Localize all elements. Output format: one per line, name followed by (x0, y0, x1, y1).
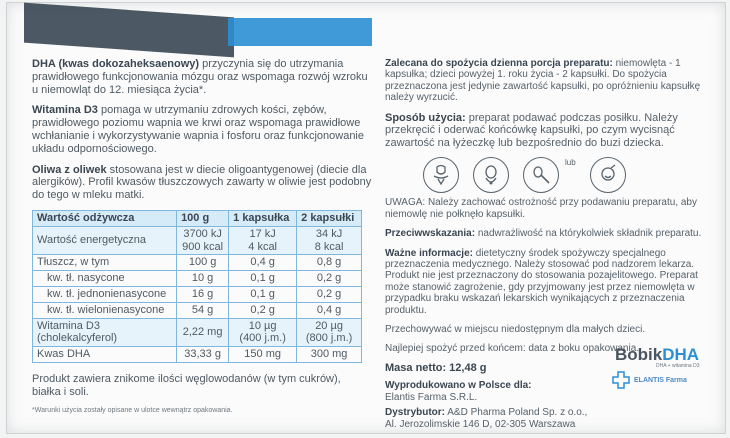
nutrient-value-cell: 33,33 g (177, 347, 229, 363)
nutrient-value-cell: 0,1 g (229, 271, 297, 287)
header-nutrient: Wartość odżywcza (33, 210, 177, 226)
nutrient-value-cell: 16 g (177, 286, 229, 302)
nutrient-value-cell: 0,2 g (297, 286, 362, 302)
olive-oil-paragraph: Oliwa z oliwek stosowana jest w diecie oligoantygenowej (diecie dla alergików). Profil kwasów tłuszczowych zawarty w oliwie jest podobny do tego w mleku matki. (32, 163, 372, 202)
nutrient-value-cell: 0,1 g (229, 286, 297, 302)
daily-portion-paragraph: Zalecana do spożycia dzienna porcja preparatu: niemowlęta - 1 kapsułka; dzieci powyżej 1. roku życia - 2 kapsułki. Do spożycia przeznaczona jest jedynie zawartość kapsułki, po opróżnieniu kapsułkę należy wyrzucić. (385, 58, 701, 104)
usage-paragraph: Sposób użycia: preparat podawać podczas posiłku. Należy przekręcić i oderwać końcówkę kapsułki, po czym wycisnąć zawartość na łyżeczkę lub bezpośrednio do buzi dziecka. (385, 111, 678, 149)
nutrient-value-cell: 10 g (177, 271, 229, 287)
important-info-paragraph: Ważne informacje: dietetyczny środek spożywczy specjalnego przeznaczenia medycznego. Należy stosować pod nadzorem lekarza. Produkt nie jest przeznaczony do stosowania pozajelitowego. Preparat może stanowić zagrożenie, gdy przyjmowany jest przez niemowlęta w przypadku braku wskazań lekarskich wynikających z przeznaczenia produktu. (385, 247, 698, 316)
vitamin-d-paragraph: Witamina D3 pomaga w utrzymaniu zdrowych kości, zębów, prawidłowego poziomu wapnia we krwi oraz wspomaga prawidłowe wchłanianie i wykorzystywanie wapnia i fosforu oraz funkcjonowanie układu odpornościowego. (32, 104, 364, 155)
brand-subtitle: DHA + witamina D3 (656, 363, 700, 369)
left-column (32, 58, 372, 425)
net-mass: Masa netto: 12,48 g (385, 361, 487, 374)
nutrient-name-cell: Kwas DHA (33, 347, 177, 363)
distributor-paragraph: Dystrybutor: A&D Pharma Poland Sp. z o.o., Al. Jerozolimskie 146 D, 02-305 Warszawa (385, 407, 588, 430)
table-header-row (33, 210, 362, 226)
table-row (33, 318, 362, 347)
nutrient-value-cell: 0,2 g (229, 302, 297, 318)
nutrient-value-cell: 0,2 g (297, 271, 362, 287)
nutrient-value-cell: 0,4 g (229, 255, 297, 271)
table-row (33, 226, 362, 255)
manufacturer-paragraph: Wyprodukowano w Polsce dla: Elantis Farma S.R.L. (385, 380, 532, 403)
dha-paragraph: DHA (kwas dokozaheksaenowy) przyczynia się do utrzymania prawidłowego funkcjonowania mózgu oraz wspomaga rozwój wzroku u niemowląt do 12. miesiąca życia*. (32, 58, 368, 96)
warning-paragraph: UWAGA: Należy zachować ostrożność przy podawaniu preparatu, aby niemowlę nie połknęło kapsułki. (385, 197, 697, 220)
nutrient-value-cell: 17 kJ 4 kcal (229, 226, 297, 255)
footnote-carbs: Produkt zawiera znikome ilości węglowodanów (w tym cukrów), białka i soli. (32, 372, 341, 398)
nutrient-name-cell: Tłuszcz, w tym (33, 255, 177, 271)
footnote-warunki: *Warunki użycia zostały opisane w ulotce wewnątrz opakowania. (32, 406, 233, 414)
nutrient-name-cell: Witamina D3 (cholekalcyferol) (33, 318, 177, 347)
nutrient-value-cell: 300 mg (297, 347, 362, 363)
table-row (33, 302, 362, 318)
nutrient-name-cell: kw. tł. jednonienasycone (33, 286, 177, 302)
nutrition-table (32, 210, 362, 363)
elantis-cross-icon (612, 371, 630, 389)
table-row (33, 347, 362, 363)
nutrient-value-cell: 20 µg (800 j.m.) (297, 318, 362, 347)
or-label: lub (565, 158, 576, 168)
nutrient-value-cell: 54 g (177, 302, 229, 318)
header-2-capsules: 2 kapsułki (297, 210, 362, 226)
nutrient-value-cell: 10 µg (400 j.m.) (229, 318, 297, 347)
table-row (33, 286, 362, 302)
nutrient-value-cell: 0,8 g (297, 255, 362, 271)
nutrient-value-cell: 150 mg (229, 347, 297, 363)
twist-capsule-icon (423, 157, 459, 193)
nutrient-value-cell: 34 kJ 8 kcal (297, 226, 362, 255)
contraindications-paragraph: Przeciwwskazania: nadwrażliwość na którykolwiek składnik preparatu. (385, 228, 702, 240)
nutrient-name-cell: kw. tł. wielonienasycone (33, 302, 177, 318)
brand-logo: BobikDHA (615, 345, 700, 364)
storage-text: Przechowywać w miejscu niedostępnym dla małych dzieci. (385, 324, 646, 336)
squeeze-capsule-icon (473, 157, 509, 193)
nutrient-value-cell: 3700 kJ 900 kcal (177, 226, 229, 255)
usage-icons (423, 157, 705, 193)
elantis-logo: ELANTIS Farma (634, 377, 687, 384)
header-100g: 100 g (177, 210, 229, 226)
table-row (33, 271, 362, 287)
best-before-text: Najlepiej spożyć przed końcem: data z boku opakowania. (385, 343, 640, 355)
table-row (33, 255, 362, 271)
nutrient-value-cell: 100 g (177, 255, 229, 271)
nutrient-value-cell: 0,4 g (297, 302, 362, 318)
box-flap-blue (228, 18, 372, 46)
header-1-capsule: 1 kapsułka (229, 210, 297, 226)
nutrient-name-cell: Wartość energetyczna (33, 226, 177, 255)
baby-mouth-icon (590, 157, 626, 193)
nutrient-name-cell: kw. tł. nasycone (33, 271, 177, 287)
nutrient-value-cell: 2,22 mg (177, 318, 229, 347)
spoon-icon (523, 157, 559, 193)
